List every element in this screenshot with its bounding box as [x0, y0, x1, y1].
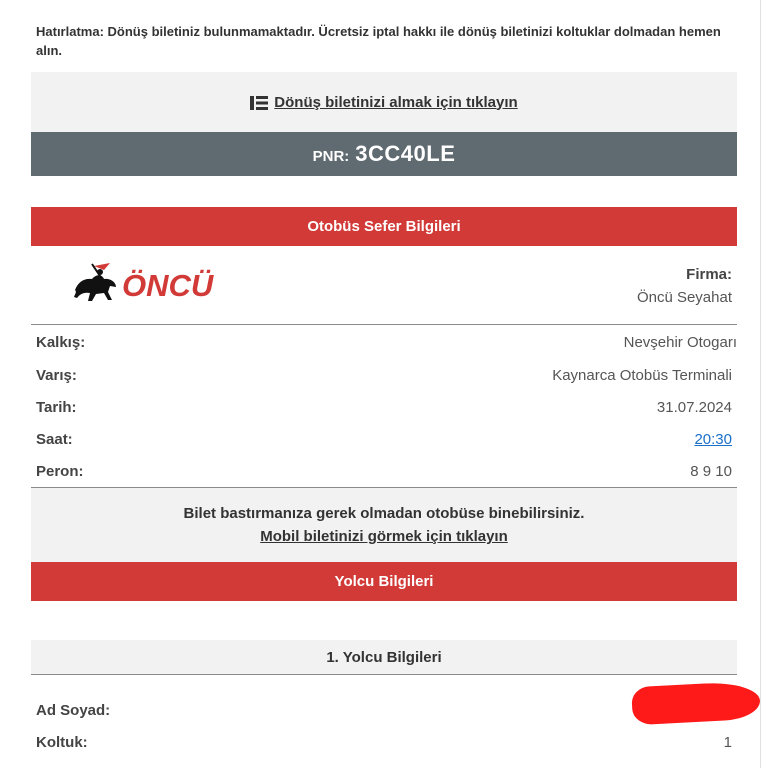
- passenger-1-header: 1. Yolcu Bilgileri: [31, 640, 737, 675]
- arrival-label: Varış:: [36, 367, 77, 384]
- pnr-bar: [31, 132, 737, 176]
- mobile-ticket-text: Bilet bastırmanıza gerek olmadan otobüse binebilirsiniz.: [183, 505, 585, 522]
- arrival-row: [36, 367, 732, 387]
- firma-value: Öncü Seyahat: [636, 289, 732, 306]
- oncu-logo: [70, 260, 230, 306]
- time-label: Saat:: [36, 431, 73, 448]
- arrival-value: Kaynarca Otobüs Terminali: [552, 367, 732, 384]
- return-ticket-box: [31, 72, 737, 132]
- seat-row: [36, 734, 732, 754]
- time-row: [36, 431, 732, 451]
- mobile-ticket-link[interactable]: Mobil biletinizi görmek için tıklayın: [260, 528, 508, 545]
- redaction-mark: [631, 681, 761, 726]
- departure-row: [36, 334, 737, 354]
- date-row: [36, 399, 732, 419]
- trip-info-header: Otobüs Sefer Bilgileri: [31, 207, 737, 246]
- time-link[interactable]: 20:30: [694, 431, 732, 448]
- platform-label: Peron:: [36, 463, 84, 480]
- platform-value: 8 9 10: [690, 463, 732, 480]
- platform-row: [36, 463, 732, 483]
- pnr-value: 3CC40LE: [355, 141, 456, 166]
- name-row: [36, 702, 732, 722]
- firma-label: Firma:: [686, 266, 732, 283]
- departure-value: Nevşehir Otogarı: [623, 334, 737, 351]
- horse-rider-icon: [70, 260, 230, 306]
- page-edge-divider: [760, 0, 761, 768]
- date-value: 31.07.2024: [656, 399, 732, 416]
- list-icon: [250, 96, 268, 110]
- passenger-info-header: Yolcu Bilgileri: [31, 562, 737, 601]
- name-label: Ad Soyad:: [36, 702, 111, 719]
- return-reminder-text: Hatırlatma: Dönüş biletiniz bulunmamaktadır. Ücretsiz iptal hakkı ile dönüş biletinizi koltuklar dolmadan hemen alın.: [36, 24, 721, 58]
- seat-label: Koltuk:: [36, 734, 88, 751]
- pnr-label: PNR:: [312, 147, 350, 165]
- seat-value: 1: [723, 734, 732, 751]
- departure-label: Kalkış:: [36, 334, 86, 351]
- return-ticket-link[interactable]: Dönüş biletinizi almak için tıklayın: [274, 93, 518, 111]
- logo-wordmark: ÖNCÜ: [122, 268, 214, 303]
- date-label: Tarih:: [36, 399, 77, 416]
- mobile-ticket-box: [31, 488, 737, 562]
- divider: [31, 324, 737, 325]
